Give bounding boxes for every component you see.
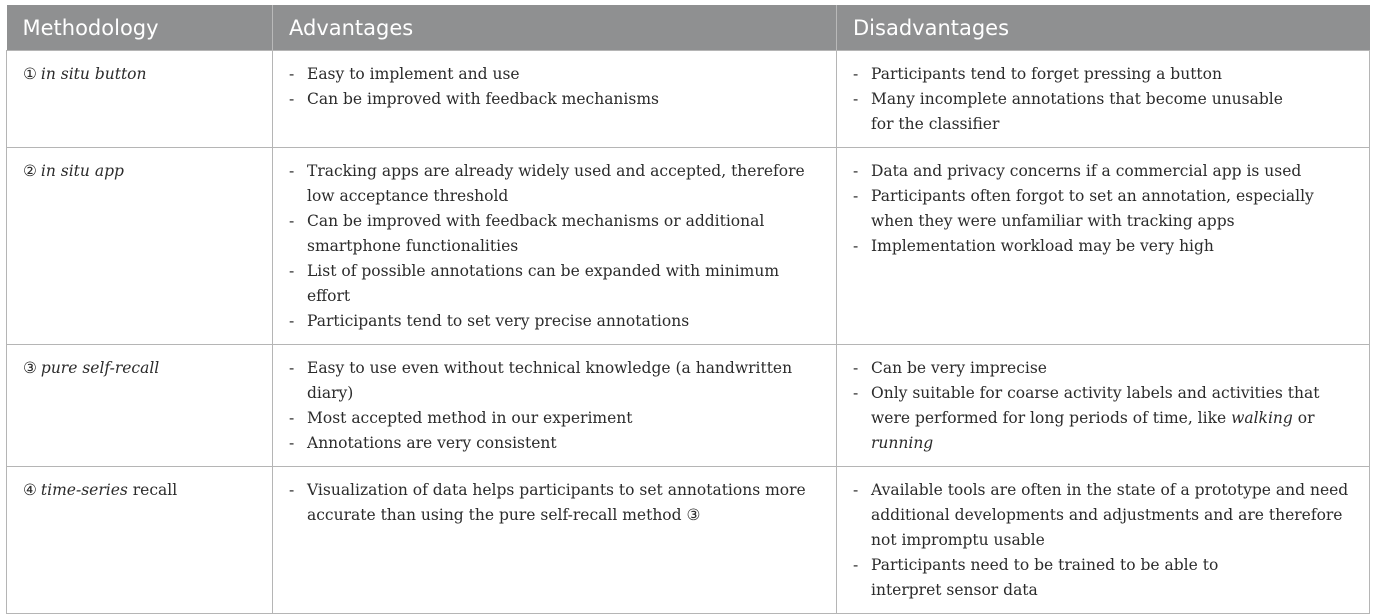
methodology-cell <box>7 467 273 614</box>
disadvantage-item <box>853 381 1359 456</box>
advantage-item: - Participants tend to set very precise annotations <box>289 309 826 334</box>
table-row <box>7 51 1370 148</box>
disadvantage-item: - Participants tend to forget pressing a button <box>853 62 1359 87</box>
method-name: in situ button <box>40 65 147 83</box>
table-row <box>7 467 1370 614</box>
disadvantages-cell <box>837 467 1370 614</box>
advantage-item: - Most accepted method in our experiment <box>289 406 826 431</box>
methodology-cell <box>7 148 273 345</box>
header-methodology: Methodology <box>7 5 273 51</box>
advantages-cell <box>273 51 837 148</box>
method-number: ① <box>23 65 37 83</box>
disadvantage-item: - Data and privacy concerns if a commercial app is used <box>853 159 1359 184</box>
advantages-cell <box>273 345 837 467</box>
activity-walking: walking <box>1231 409 1293 427</box>
methodology-cell <box>7 51 273 148</box>
advantages-cell <box>273 148 837 345</box>
advantage-item: - Can be improved with feedback mechanisms or additional smartphone functionalities <box>289 209 826 259</box>
header-advantages: Advantages <box>273 5 837 51</box>
disadvantage-item: - Participants need to be trained to be able to interpret sensor data <box>853 553 1359 603</box>
disadvantages-cell <box>837 148 1370 345</box>
comparison-table <box>6 5 1370 614</box>
method-name: in situ app <box>40 162 124 180</box>
method-number: ② <box>23 162 37 180</box>
disadvantage-item: - Many incomplete annotations that become unusable for the classifier <box>853 87 1359 137</box>
advantage-item: - Can be improved with feedback mechanisms <box>289 87 826 112</box>
header-row <box>7 5 1370 51</box>
disadvantage-join: or <box>1292 409 1315 427</box>
advantage-item: - Annotations are very consistent <box>289 431 826 456</box>
advantage-item: - Visualization of data helps participants to set annotations more accurate than using the pure self-recall method ③ <box>289 478 826 528</box>
advantage-item: - Easy to implement and use <box>289 62 826 87</box>
header-disadvantages: Disadvantages <box>837 5 1370 51</box>
method-number: ③ <box>23 359 37 377</box>
advantage-item: - Easy to use even without technical knowledge (a handwritten diary) <box>289 356 826 406</box>
method-name: pure self-recall <box>40 359 160 377</box>
disadvantages-cell <box>837 345 1370 467</box>
method-number: ④ <box>23 481 37 499</box>
advantage-item: - List of possible annotations can be expanded with minimum effort <box>289 259 826 309</box>
method-suffix: recall <box>127 481 178 499</box>
disadvantage-item: - Available tools are often in the state of a prototype and need additional developments and adjustments and are therefore not impromptu usable <box>853 478 1359 553</box>
method-name: time-series <box>40 481 128 499</box>
disadvantage-item: - Implementation workload may be very high <box>853 234 1359 259</box>
disadvantage-text: Only suitable for coarse activity labels and activities that were performed for long periods of time, like <box>871 384 1320 427</box>
activity-running: running <box>871 434 934 452</box>
table-row <box>7 345 1370 467</box>
advantage-item: - Tracking apps are already widely used and accepted, therefore low acceptance threshold <box>289 159 826 209</box>
disadvantage-item: - Can be very imprecise <box>853 356 1359 381</box>
disadvantage-item: - Participants often forgot to set an annotation, especially when they were unfamiliar with tracking apps <box>853 184 1359 234</box>
advantages-cell <box>273 467 837 614</box>
methodology-cell <box>7 345 273 467</box>
table-row <box>7 148 1370 345</box>
disadvantages-cell <box>837 51 1370 148</box>
